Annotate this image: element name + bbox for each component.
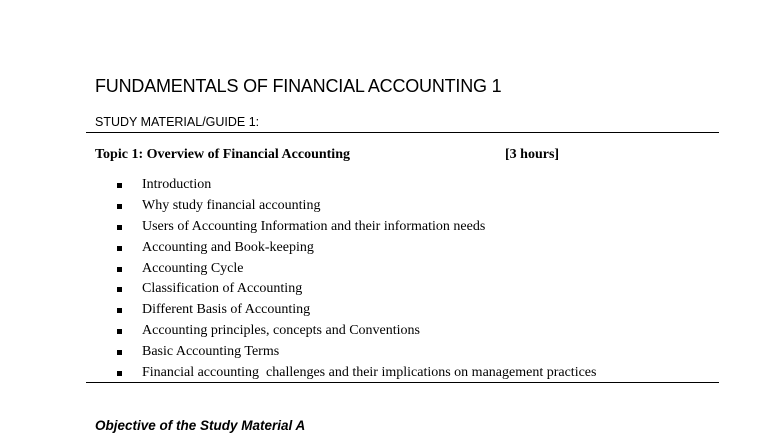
list-item-text: Why study financial accounting [142,197,321,213]
list-item-text: Introduction [142,177,212,192]
list-item-text: Users of Accounting Information and their information needs [142,218,486,234]
list-item-text: Accounting principles, concepts and Conventions [142,323,420,339]
bullet-icon [117,308,122,313]
bullet-icon [117,183,122,188]
list-item-text: Financial accounting challenges and their implications on management practices [142,365,597,381]
bullet-icon [117,246,122,251]
document-title: FUNDAMENTALS OF FINANCIAL ACCOUNTING 1 [95,76,502,96]
list-item-text: Accounting and Book-keeping [142,239,314,255]
bullet-icon [117,350,122,355]
objective-heading: Objective of the Study Material A [95,418,306,433]
topic-heading: Topic 1: Overview of Financial Accounting [95,147,350,162]
list-item-text: Classification of Accounting [142,281,303,297]
bullet-icon [117,204,122,209]
bullet-icon [117,267,122,272]
study-guide-label: STUDY MATERIAL/GUIDE 1: [95,115,260,129]
bullet-icon [117,287,122,292]
list-item-text: Different Basis of Accounting [142,302,311,318]
bullet-icon [117,329,122,334]
list-item-text: Accounting Cycle [142,260,244,276]
top-divider [86,132,719,133]
bottom-divider [86,382,719,383]
bullet-icon [117,225,122,230]
list-item-text: Basic Accounting Terms [142,344,280,360]
topic-hours: [3 hours] [505,147,560,162]
bullet-icon [117,371,122,376]
